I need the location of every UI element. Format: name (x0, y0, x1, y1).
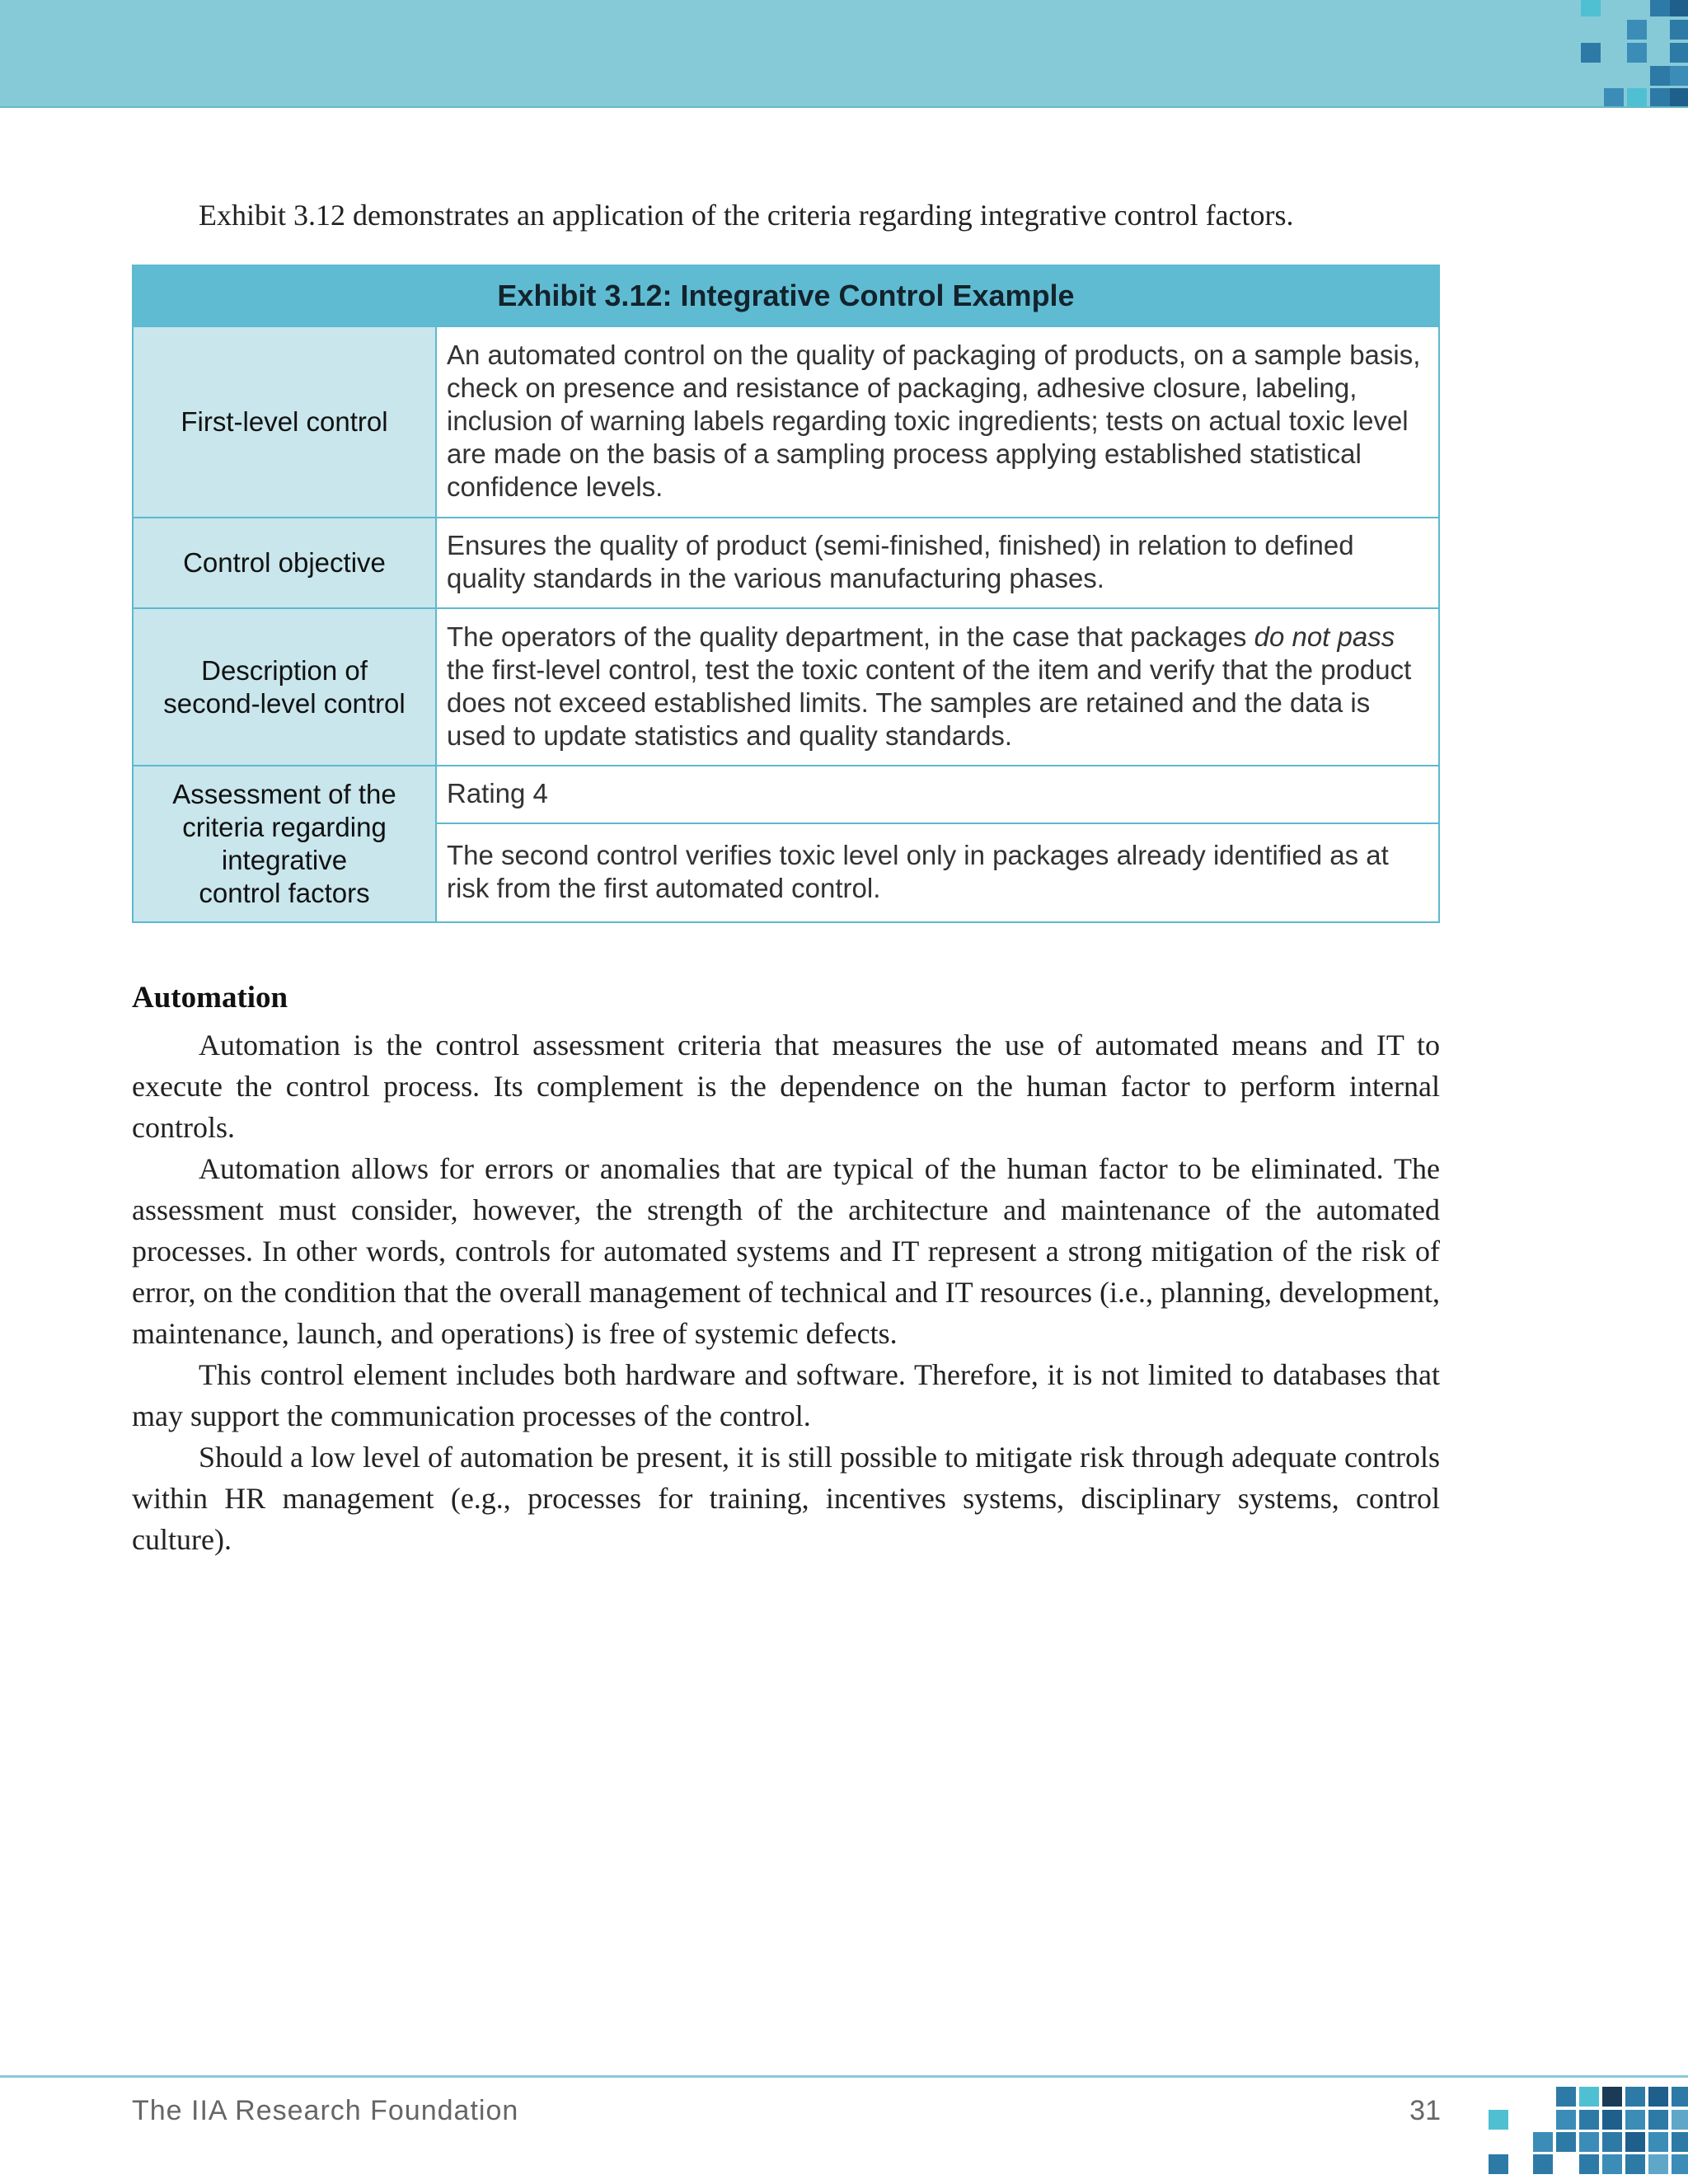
decorative-square (1489, 2110, 1508, 2130)
decorative-square (1533, 2132, 1553, 2152)
decorative-square (1489, 2154, 1508, 2174)
decorative-square (1604, 88, 1624, 108)
decorative-square (1670, 88, 1688, 108)
label-line: control factors (199, 878, 370, 908)
label-line: Description of (201, 654, 368, 686)
footer-publisher: The IIA Research Foundation (132, 2095, 519, 2126)
decorative-square (1625, 2087, 1645, 2107)
body-paragraph: This control element includes both hardware and software. Therefore, it is not limited to databases that may support the communication processes of the control. (132, 1358, 1440, 1432)
decorative-square (1602, 2087, 1622, 2107)
decorative-square (1602, 2110, 1622, 2130)
text-segment: the first-level control, test the toxic content of the item and verify that the product does not exceed established limits. The samples are retained and the data is used to update statistics and quality standards. (447, 654, 1412, 751)
row-text-second-level (436, 608, 1439, 766)
decorative-square (1625, 2110, 1645, 2130)
row-label-first-level: First-level control (133, 326, 436, 518)
decorative-square (1602, 2154, 1622, 2174)
decorative-square (1581, 0, 1601, 16)
row-label-control-objective: Control objective (133, 518, 436, 608)
decorative-square (1556, 2132, 1576, 2152)
decorative-square (1533, 2154, 1553, 2174)
label-line: criteria regarding (182, 812, 387, 842)
decorative-square (1579, 2087, 1599, 2107)
decorative-square (1581, 43, 1601, 63)
row-label-assessment (133, 766, 436, 922)
decorative-square (1670, 20, 1688, 40)
decorative-square (1627, 43, 1647, 63)
section-heading: Automation (132, 981, 288, 1015)
label-line: Assessment of the (172, 779, 396, 809)
decorative-square (1670, 43, 1688, 63)
decorative-square (1627, 20, 1647, 40)
row-text-first-level: An automated control on the quality of packaging of products, on a sample basis, check on presence and resistance of packaging, adhesive closure, labeling, inclusion of warning labels regarding toxic ingredients; tests on actual toxic level are made on the basis of a sampling process applying established statistical confidence levels. (436, 326, 1439, 518)
decorative-square (1579, 2154, 1599, 2174)
decorative-square (1672, 2110, 1688, 2130)
decorative-square (1579, 2110, 1599, 2130)
decorative-square (1648, 2110, 1668, 2130)
header-band (0, 0, 1688, 108)
intro-paragraph: Exhibit 3.12 demonstrates an application of the criteria regarding integrative control factors. (199, 199, 1294, 232)
decorative-square (1650, 66, 1670, 86)
decorative-square (1579, 2132, 1599, 2152)
body-paragraph: Automation allows for errors or anomalies that are typical of the human factor to be eliminated. The assessment must consider, however, the strength of the architecture and maintenance of the automated processes. In other words, controls for automated systems and IT represent a strong mitigation of the risk of error, on the condition that the overall management of technical and IT resources (i.e., planning, development, maintenance, launch, and operations) is free of systemic defects. (132, 1152, 1440, 1350)
exhibit-title: Exhibit 3.12: Integrative Control Example (133, 265, 1439, 326)
decorative-square (1625, 2132, 1645, 2152)
decorative-square (1556, 2110, 1576, 2130)
exhibit-table (132, 265, 1440, 923)
decorative-square (1672, 2154, 1688, 2174)
label-line: second-level control (163, 687, 406, 719)
decorative-square (1648, 2154, 1668, 2174)
text-segment: The operators of the quality department, in the case that packages (447, 621, 1254, 652)
label-line: integrative (221, 845, 348, 875)
decorative-square (1650, 0, 1670, 16)
decorative-square (1650, 88, 1670, 108)
body-paragraph: Automation is the control assessment criteria that measures the use of automated means and IT to execute the control process. Its complement is the dependence on the human factor to perform internal controls. (132, 1029, 1440, 1144)
page-number: 31 (1409, 2095, 1441, 2126)
assessment-rating: Rating 4 (436, 766, 1439, 823)
decorative-square (1648, 2132, 1668, 2152)
body-paragraph: Should a low level of automation be present, it is still possible to mitigate risk through adequate controls within HR management (e.g., processes for training, incentives systems, disciplinary systems, control culture). (132, 1441, 1440, 1556)
decorative-square (1627, 88, 1647, 108)
decorative-square (1648, 2087, 1668, 2107)
footer-rule (0, 2075, 1688, 2078)
decorative-square (1670, 0, 1688, 16)
decorative-square (1670, 66, 1688, 86)
decorative-square (1672, 2132, 1688, 2152)
row-label-second-level (133, 608, 436, 766)
row-text-control-objective: Ensures the quality of product (semi-finished, finished) in relation to defined quality standards in the various manufacturing phases. (436, 518, 1439, 608)
decorative-square (1556, 2087, 1576, 2107)
decorative-square (1602, 2132, 1622, 2152)
italic-phrase: do not pass (1254, 621, 1395, 652)
decorative-square (1625, 2154, 1645, 2174)
section-body (132, 1024, 1440, 1560)
assessment-text: The second control verifies toxic level only in packages already identified as at risk from the first automated control. (436, 823, 1439, 922)
decorative-square (1672, 2087, 1688, 2107)
